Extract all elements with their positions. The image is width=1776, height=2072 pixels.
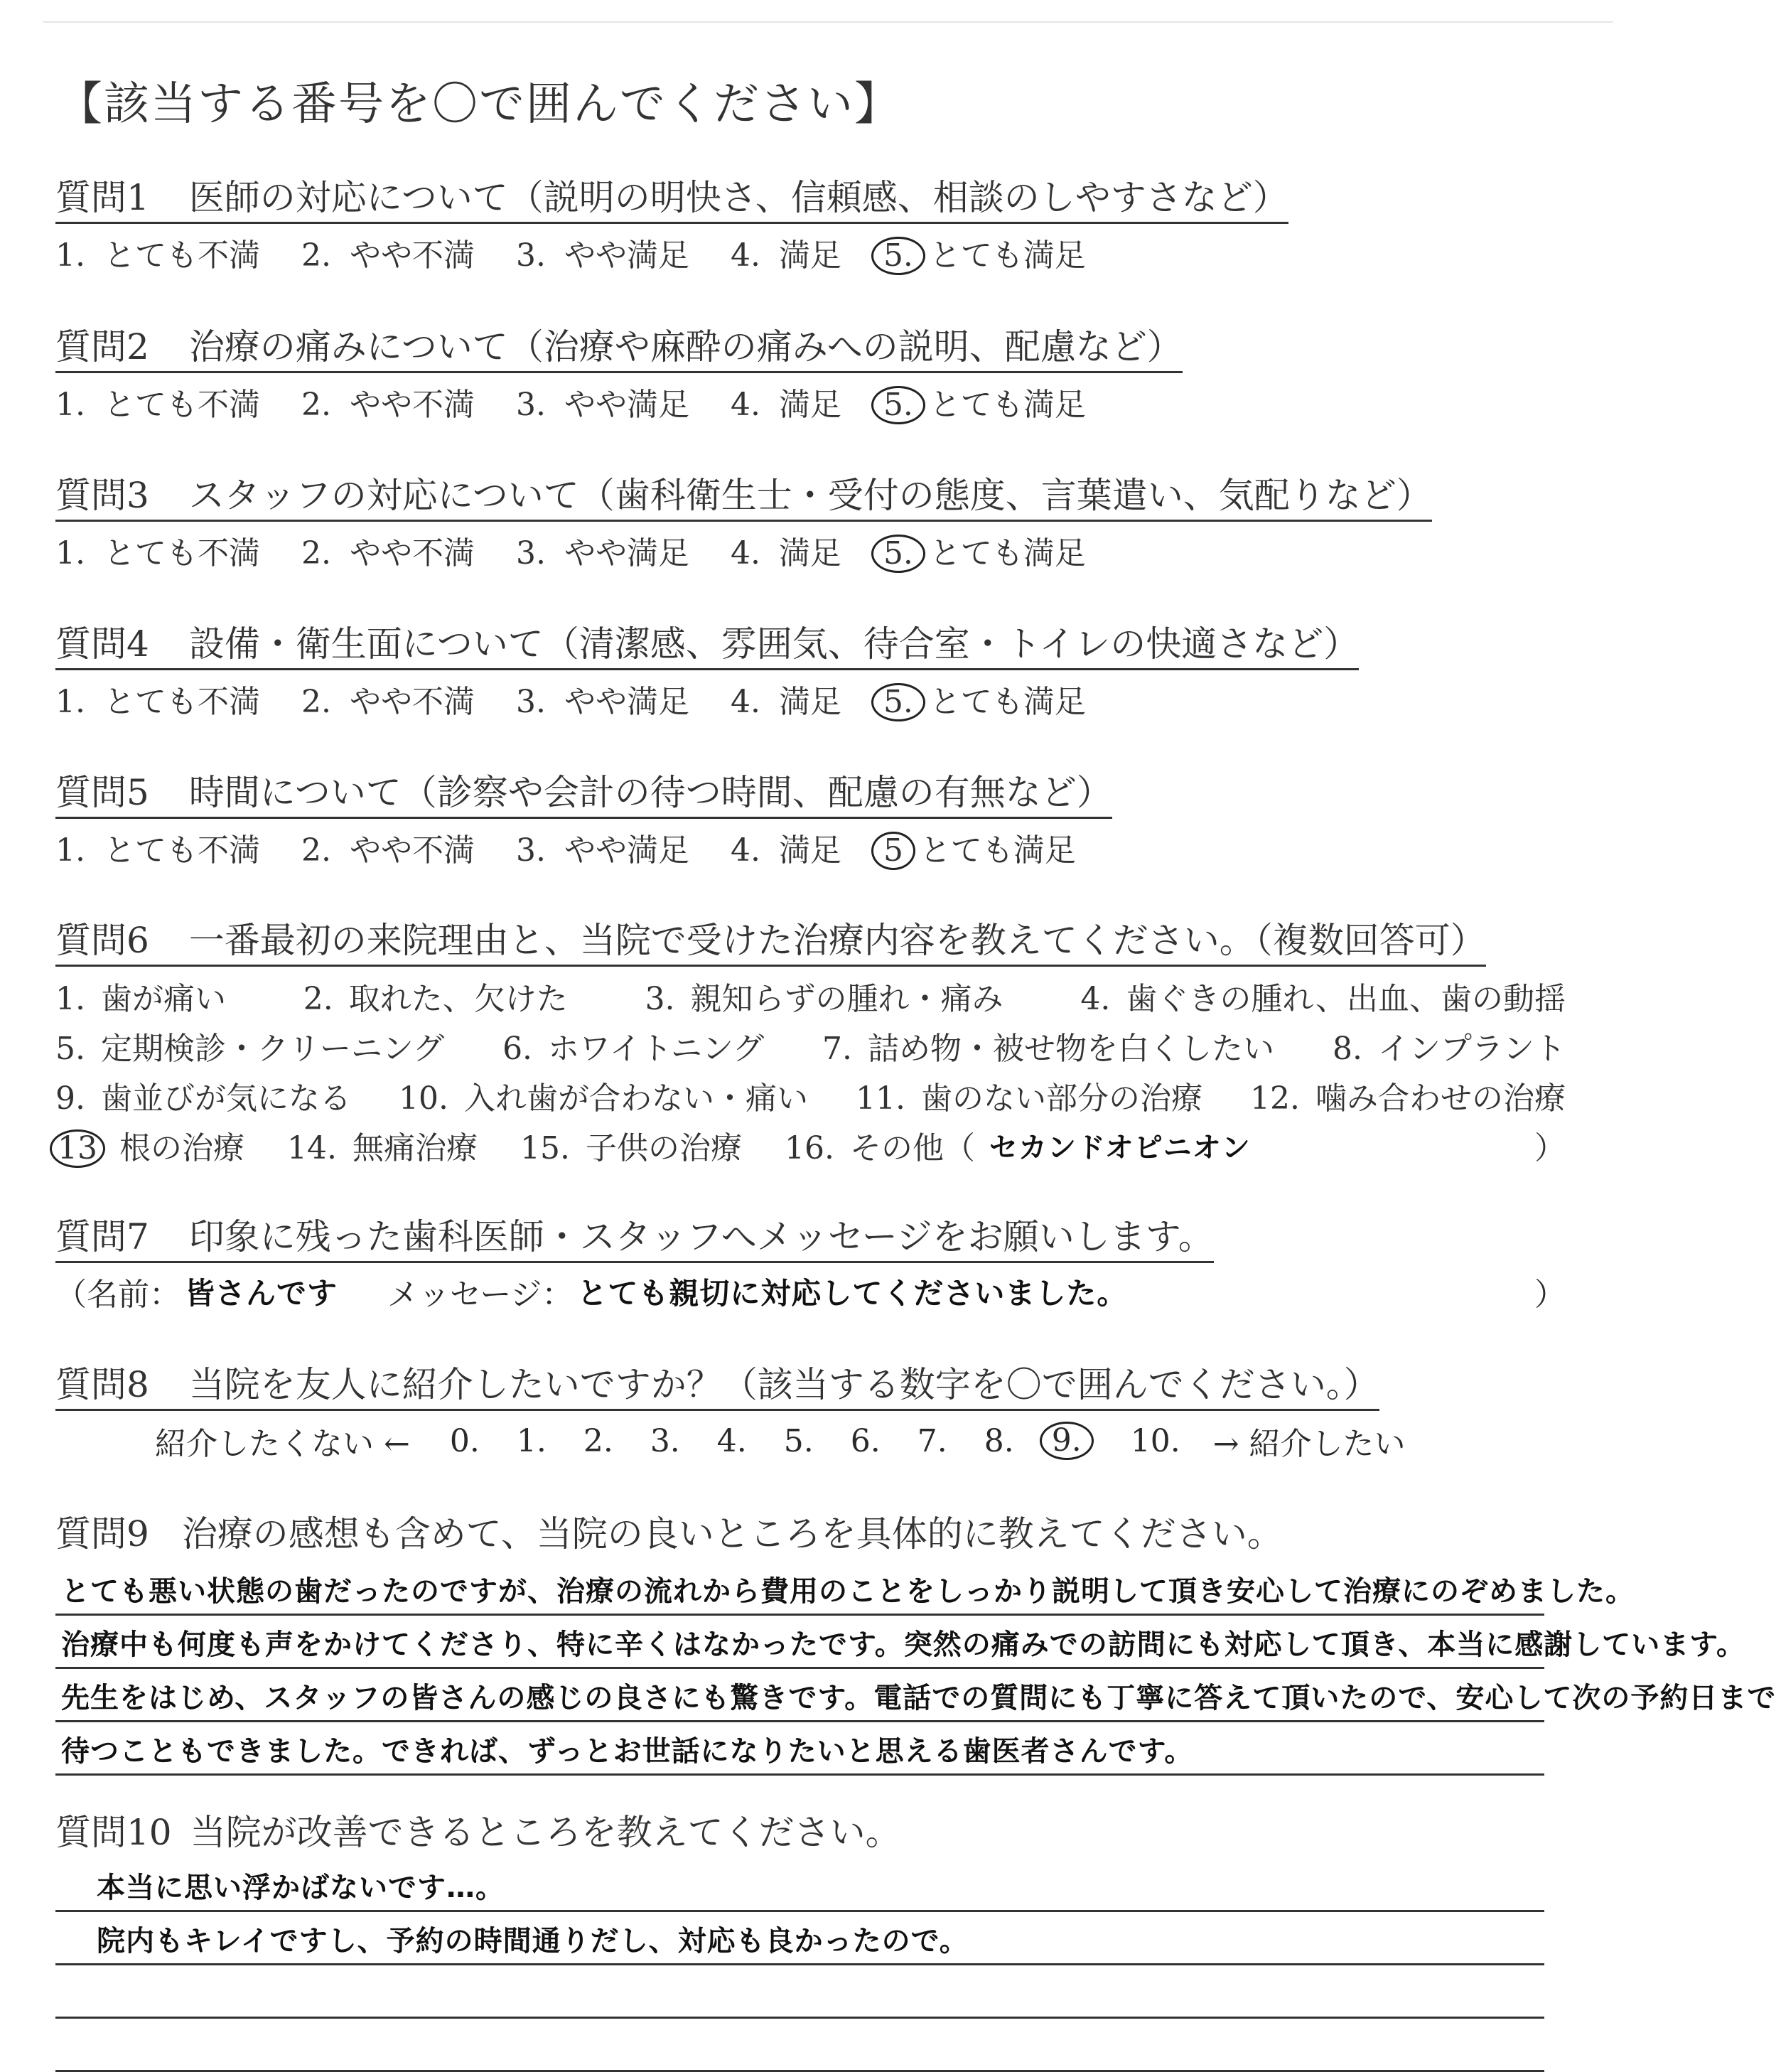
close-paren: ） <box>1534 1277 1566 1313</box>
q9-answer-area[interactable] <box>55 1562 1776 1776</box>
question-text: 時間について（診察や会計の待つ時間、配慮の有無など） <box>188 772 1112 813</box>
answer-options <box>55 527 1432 573</box>
selected-circle: 5. <box>871 535 925 573</box>
option-3[interactable]: 3. やや満足 <box>515 535 689 572</box>
recommend-scale <box>155 1418 1406 1464</box>
question-title <box>55 1208 1214 1263</box>
reason-row <box>55 1021 1566 1070</box>
scale-option-9-selected[interactable]: 9. <box>1040 1422 1094 1460</box>
option-2[interactable]: 2. やや不満 <box>301 832 475 869</box>
question-title <box>55 467 1432 522</box>
option-4[interactable]: 4. 満足 <box>730 832 841 869</box>
question-title <box>55 1505 1283 1557</box>
option-4[interactable]: 4. 満足 <box>730 237 841 274</box>
question-5 <box>55 764 1117 870</box>
scale-option-1[interactable]: 1. <box>516 1422 547 1459</box>
question-3 <box>55 467 1432 573</box>
question-text: 治療の痛みについて（治療や麻酔の痛みへの説明、配慮など） <box>188 326 1183 367</box>
option-3[interactable]: 3. やや満足 <box>515 832 689 869</box>
selected-circle: 5. <box>871 237 925 275</box>
question-6 <box>55 912 1566 1170</box>
answer-options <box>55 230 1288 275</box>
option-1[interactable]: 1. とても不満 <box>55 387 260 424</box>
reason-option-11[interactable]: 11. 歯のない部分の治療 <box>856 1080 1202 1117</box>
scale-option-3[interactable]: 3. <box>650 1422 680 1459</box>
option-5[interactable]: 5. とても満足 <box>883 230 1086 275</box>
option-5[interactable]: 5 とても満足 <box>883 825 1076 870</box>
option-4[interactable]: 4. 満足 <box>730 387 841 424</box>
scale-option-10[interactable]: 10. <box>1130 1422 1180 1459</box>
question-7 <box>55 1208 1566 1314</box>
close-paren: ） <box>1534 1130 1566 1166</box>
answer-options <box>55 379 1183 424</box>
option-1[interactable]: 1. とても不満 <box>55 684 260 721</box>
reason-option-1[interactable]: 1. 歯が痛い <box>55 981 226 1017</box>
scale-left-label: 紹介したくない ← <box>155 1426 410 1462</box>
reason-option-16[interactable]: 16. その他（ <box>784 1130 975 1166</box>
answer-line <box>55 1669 1776 1722</box>
reason-option-2[interactable]: 2. 取れた、欠けた <box>303 981 568 1017</box>
question-title <box>55 616 1359 670</box>
question-title <box>55 169 1288 224</box>
scale-option-7[interactable]: 7. <box>917 1422 947 1459</box>
reason-options <box>55 971 1566 1170</box>
question-9 <box>55 1505 1283 1557</box>
scale-option-4[interactable]: 4. <box>716 1422 747 1459</box>
answer-line <box>55 1859 1544 1912</box>
answer-options <box>55 676 1359 721</box>
option-2[interactable]: 2. やや不満 <box>301 237 475 274</box>
scale-option-8[interactable]: 8. <box>984 1422 1014 1459</box>
question-number: 質問4 <box>55 623 149 665</box>
answer-line <box>55 1616 1745 1669</box>
option-3[interactable]: 3. やや満足 <box>515 387 689 424</box>
question-number: 質問1 <box>55 177 149 218</box>
reason-row <box>55 971 1566 1021</box>
question-text: 印象に残った歯科医師・スタッフへメッセージをお願いします。 <box>188 1216 1214 1257</box>
question-title <box>55 1804 901 1855</box>
selected-circle: 5. <box>871 386 925 424</box>
reason-option-15[interactable]: 15. 子供の治療 <box>520 1130 742 1166</box>
option-3[interactable]: 3. やや満足 <box>515 237 689 274</box>
question-text: 当院が改善できるところを教えてください。 <box>190 1812 901 1853</box>
scale-option-6[interactable]: 6. <box>850 1422 881 1459</box>
q10-answer-area[interactable] <box>55 1859 1544 2072</box>
reason-option-8[interactable]: 8. インプラント <box>1332 1031 1566 1067</box>
option-4[interactable]: 4. 満足 <box>730 535 841 572</box>
message-row <box>55 1269 1566 1314</box>
selected-circle: 13 <box>50 1129 105 1168</box>
name-label: （名前： <box>55 1277 181 1313</box>
answer-text: 治療中も何度も声をかけてくださり、特に辛くはなかったです。突然の痛みでの訪問にも対応して頂き、本当に感謝しています。 <box>61 1628 1745 1661</box>
option-1[interactable]: 1. とても不満 <box>55 832 260 869</box>
scale-option-0[interactable]: 0. <box>449 1422 480 1459</box>
question-number: 質問10 <box>55 1812 172 1853</box>
option-1[interactable]: 1. とても不満 <box>55 535 260 572</box>
reason-option-6[interactable]: 6. ホワイトニング <box>502 1031 765 1067</box>
answer-line <box>55 1722 1544 1776</box>
option-5[interactable]: 5. とても満足 <box>883 379 1086 424</box>
option-2[interactable]: 2. やや不満 <box>301 535 475 572</box>
answer-options <box>55 825 1117 870</box>
scale-option-2[interactable]: 2. <box>583 1422 613 1459</box>
reason-row <box>55 1070 1566 1120</box>
question-title <box>55 1356 1379 1411</box>
question-1 <box>55 169 1288 275</box>
scale-option-5[interactable]: 5. <box>783 1422 814 1459</box>
reason-option-4[interactable]: 4. 歯ぐきの腫れ、出血、歯の動揺 <box>1080 981 1566 1017</box>
option-5[interactable]: 5. とても満足 <box>883 527 1086 573</box>
message-label: メッセージ： <box>387 1277 574 1313</box>
selected-circle: 5. <box>871 683 925 721</box>
question-title <box>55 764 1112 819</box>
reason-option-9[interactable]: 9. 歯並びが気になる <box>55 1080 351 1117</box>
answer-line <box>55 1562 1635 1616</box>
question-number: 質問8 <box>55 1364 149 1405</box>
answer-text: 本当に思い浮かばないです…。 <box>97 1872 505 1904</box>
question-2 <box>55 318 1183 424</box>
message-field[interactable]: とても親切に対応してくださいました。 <box>577 1276 1128 1311</box>
reason-option-14[interactable]: 14. 無痛治療 <box>287 1130 478 1166</box>
option-4[interactable]: 4. 満足 <box>730 684 841 721</box>
question-8 <box>55 1356 1406 1464</box>
option-2[interactable]: 2. やや不満 <box>301 387 475 424</box>
reason-row <box>55 1120 1566 1170</box>
other-reason-field[interactable]: セカンドオピニオン <box>989 1131 1251 1164</box>
reason-option-5[interactable]: 5. 定期検診・クリーニング <box>55 1031 445 1067</box>
question-text: 当院を友人に紹介したいですか？（該当する数字を〇で囲んでください。） <box>188 1364 1379 1405</box>
top-rule <box>43 21 1613 23</box>
answer-text: とても悪い状態の歯だったのですが、治療の流れから費用のことをしっかり説明して頂き安心して治療にのぞめました。 <box>61 1575 1635 1608</box>
question-number: 質問6 <box>55 920 149 961</box>
option-1[interactable]: 1. とても不満 <box>55 237 260 274</box>
option-5[interactable]: 5. とても満足 <box>883 676 1086 721</box>
name-field[interactable]: 皆さんです <box>185 1276 338 1311</box>
question-text: 一番最初の来院理由と、当院で受けた治療内容を教えてください。（複数回答可） <box>188 920 1486 961</box>
question-4 <box>55 616 1359 721</box>
reason-option-10[interactable]: 10. 入れ歯が合わない・痛い <box>399 1080 808 1117</box>
answer-line <box>55 1912 1544 1965</box>
question-text: 医師の対応について（説明の明快さ、信頼感、相談のしやすさなど） <box>188 177 1288 218</box>
question-10 <box>55 1804 901 1855</box>
question-number: 質問7 <box>55 1216 149 1257</box>
answer-line <box>55 2019 1544 2072</box>
reason-option-13[interactable]: 13 根の治療 <box>55 1122 244 1168</box>
reason-option-12[interactable]: 12. 噛み合わせの治療 <box>1250 1080 1566 1117</box>
selected-circle: 5 <box>871 832 915 870</box>
question-text: 治療の感想も含めて、当院の良いところを具体的に教えてください。 <box>181 1513 1283 1555</box>
reason-option-3[interactable]: 3. 親知らずの腫れ・痛み <box>645 981 1003 1017</box>
question-text: 設備・衛生面について（清潔感、雰囲気、待合室・トイレの快適さなど） <box>188 623 1360 665</box>
question-title <box>55 912 1486 967</box>
answer-line <box>55 1965 1544 2019</box>
option-3[interactable]: 3. やや満足 <box>515 684 689 721</box>
answer-text: 先生をはじめ、スタッフの皆さんの感じの良さにも驚きです。電話での質問にも丁寧に答えて頂いたので、安心して次の予約日まで <box>61 1682 1776 1714</box>
question-number: 質問5 <box>55 772 149 813</box>
page-title: 【該当する番号を〇で囲んでください】 <box>57 78 901 131</box>
option-2[interactable]: 2. やや不満 <box>301 684 475 721</box>
reason-option-7[interactable]: 7. 詰め物・被せ物を白くしたい <box>822 1031 1275 1067</box>
question-number: 質問3 <box>55 475 149 516</box>
question-number: 質問9 <box>55 1513 149 1555</box>
scale-right-label: → 紹介したい <box>1212 1426 1406 1462</box>
question-number: 質問2 <box>55 326 149 367</box>
question-text: スタッフの対応について（歯科衛生士・受付の態度、言葉遣い、気配りなど） <box>188 475 1432 516</box>
question-title <box>55 318 1183 373</box>
answer-text: 院内もキレイですし、予約の時間通りだし、対応も良かったので。 <box>97 1925 969 1958</box>
answer-text: 待つこともできました。できれば、ずっとお世話になりたいと思える歯医者さんです。 <box>61 1735 1194 1768</box>
